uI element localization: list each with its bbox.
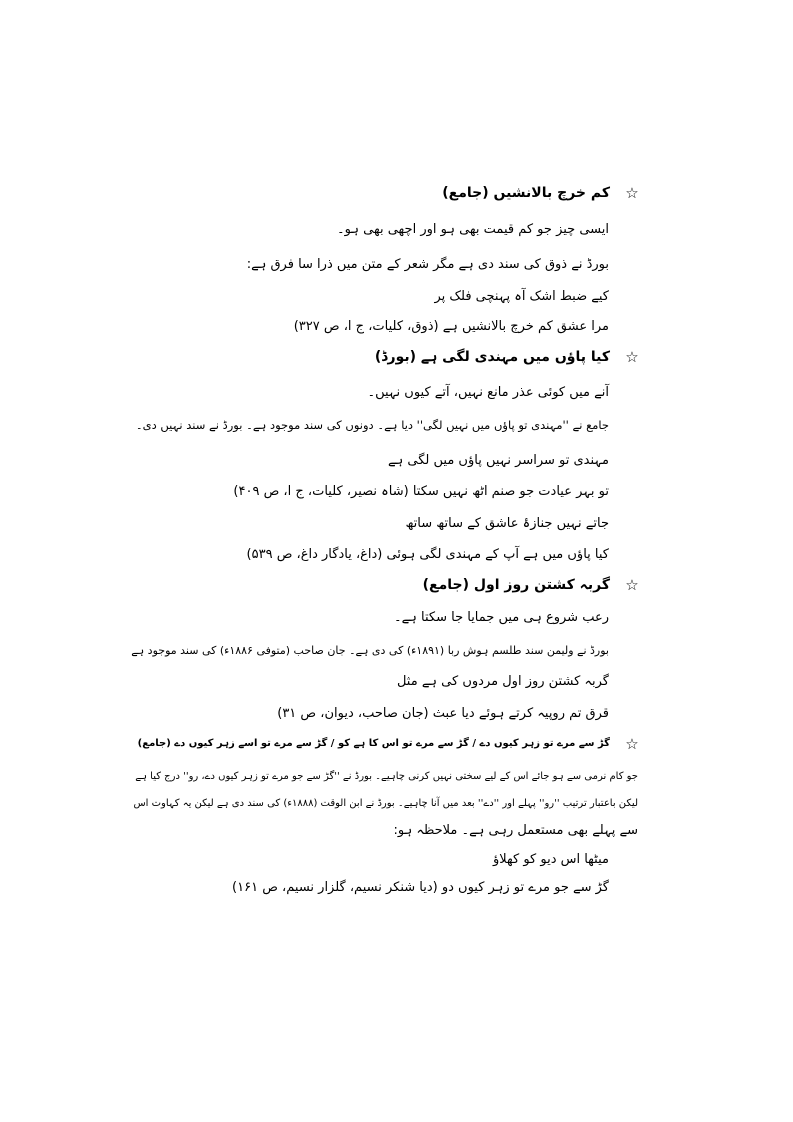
text-line: جو کام نرمی سے ہو جائے اس کے لیے سختی نہیں کرنی چاہیے۔ بورڈ نے ''گڑ سے جو مرے تو زہر کیوں دے، رو'' درج کیا ہے [135,771,638,782]
verse-line: جاتے نہیں جنازۂ عاشق کے ساتھ ساتھ [405,516,609,531]
text-line: بورڈ نے ولیمن سند طلسم ہوش ربا (۱۸۹۱ء) کی دی ہے۔ جان صاحب (متوفی ۱۸۸۶ء) کی سند موجود ہے [131,644,609,657]
verse-line: میٹھا اس دیو کو کھلاؤ [492,852,609,867]
text-line: جامع نے ''مہندی تو پاؤں میں نہیں لگی'' دیا ہے۔ دونوں کی سند موجود ہے۔ بورڈ نے سند نہیں دی۔ [135,418,609,432]
section-heading: گربہ کشتن روز اول (جامع) [422,577,610,593]
verse-line: کیے ضبط اشک آہ پہنچی فلک پر [434,289,609,304]
verse-line: گڑ سے جو مرے تو زہر کیوں دو (دیا شنکر نسیم، گلزار نسیم، ص ۱۶۱) [232,880,609,895]
verse-line: مہندی تو سراسر نہیں پاؤں میں لگی ہے [388,453,609,468]
star-bullet-icon: ☆ [625,184,639,202]
section-heading: گڑ سے مرے تو زہر کیوں دے / گڑ سے مرے تو اس کا ہے کو / گڑ سے مرے تو اسے زہر کیوں دے (جامع) [137,738,610,749]
text-line: لیکن باعتبار ترتیب ''رو'' پہلے اور ''دے'' بعد میں آنا چاہیے۔ بورڈ نے ابن الوقت (۱۸۸۸ء) کی سند دی ہے لیکن یہ کہاوت اس [133,798,638,809]
text-line: سے پہلے بھی مستعمل رہی ہے۔ ملاحظہ ہو: [393,823,638,838]
text-line: رعب شروع ہی میں جمایا جا سکتا ہے۔ [394,610,609,625]
text-line: بورڈ نے ذوق کی سند دی ہے مگر شعر کے متن میں ذرا سا فرق ہے: [246,257,609,272]
verse-line: کیا پاؤں میں ہے آپ کے مہندی لگی ہوئی (داغ، یادگار داغ، ص ۵۳۹) [246,547,609,562]
verse-line: گربہ کشتن روز اول مردوں کی ہے مثل [396,674,609,689]
section-heading: کم خرچ بالانشیں (جامع) [442,185,610,201]
verse-line: قرق تم روپیہ کرتے ہوئے دیا عبث (جان صاحب، دیوان، ص ۳۱) [277,706,609,721]
star-bullet-icon: ☆ [625,348,639,366]
section-heading: کیا پاؤں میں مہندی لگی ہے (بورڈ) [374,349,610,365]
star-bullet-icon: ☆ [625,735,639,753]
verse-line: تو بہر عیادت جو صنم اٹھ نہیں سکتا (شاہ نصیر، کلیات، ج ا، ص ۴۰۹) [233,484,609,499]
text-line: ایسی چیز جو کم قیمت بھی ہو اور اچھی بھی ہو۔ [337,222,609,237]
star-bullet-icon: ☆ [625,576,639,594]
text-line: آنے میں کوئی عذر مانع نہیں، آتے کیوں نہیں۔ [367,385,609,400]
verse-line: مرا عشق کم خرچ بالانشیں ہے (ذوق، کلیات، ج ا، ص ۳۲۷) [293,319,609,334]
